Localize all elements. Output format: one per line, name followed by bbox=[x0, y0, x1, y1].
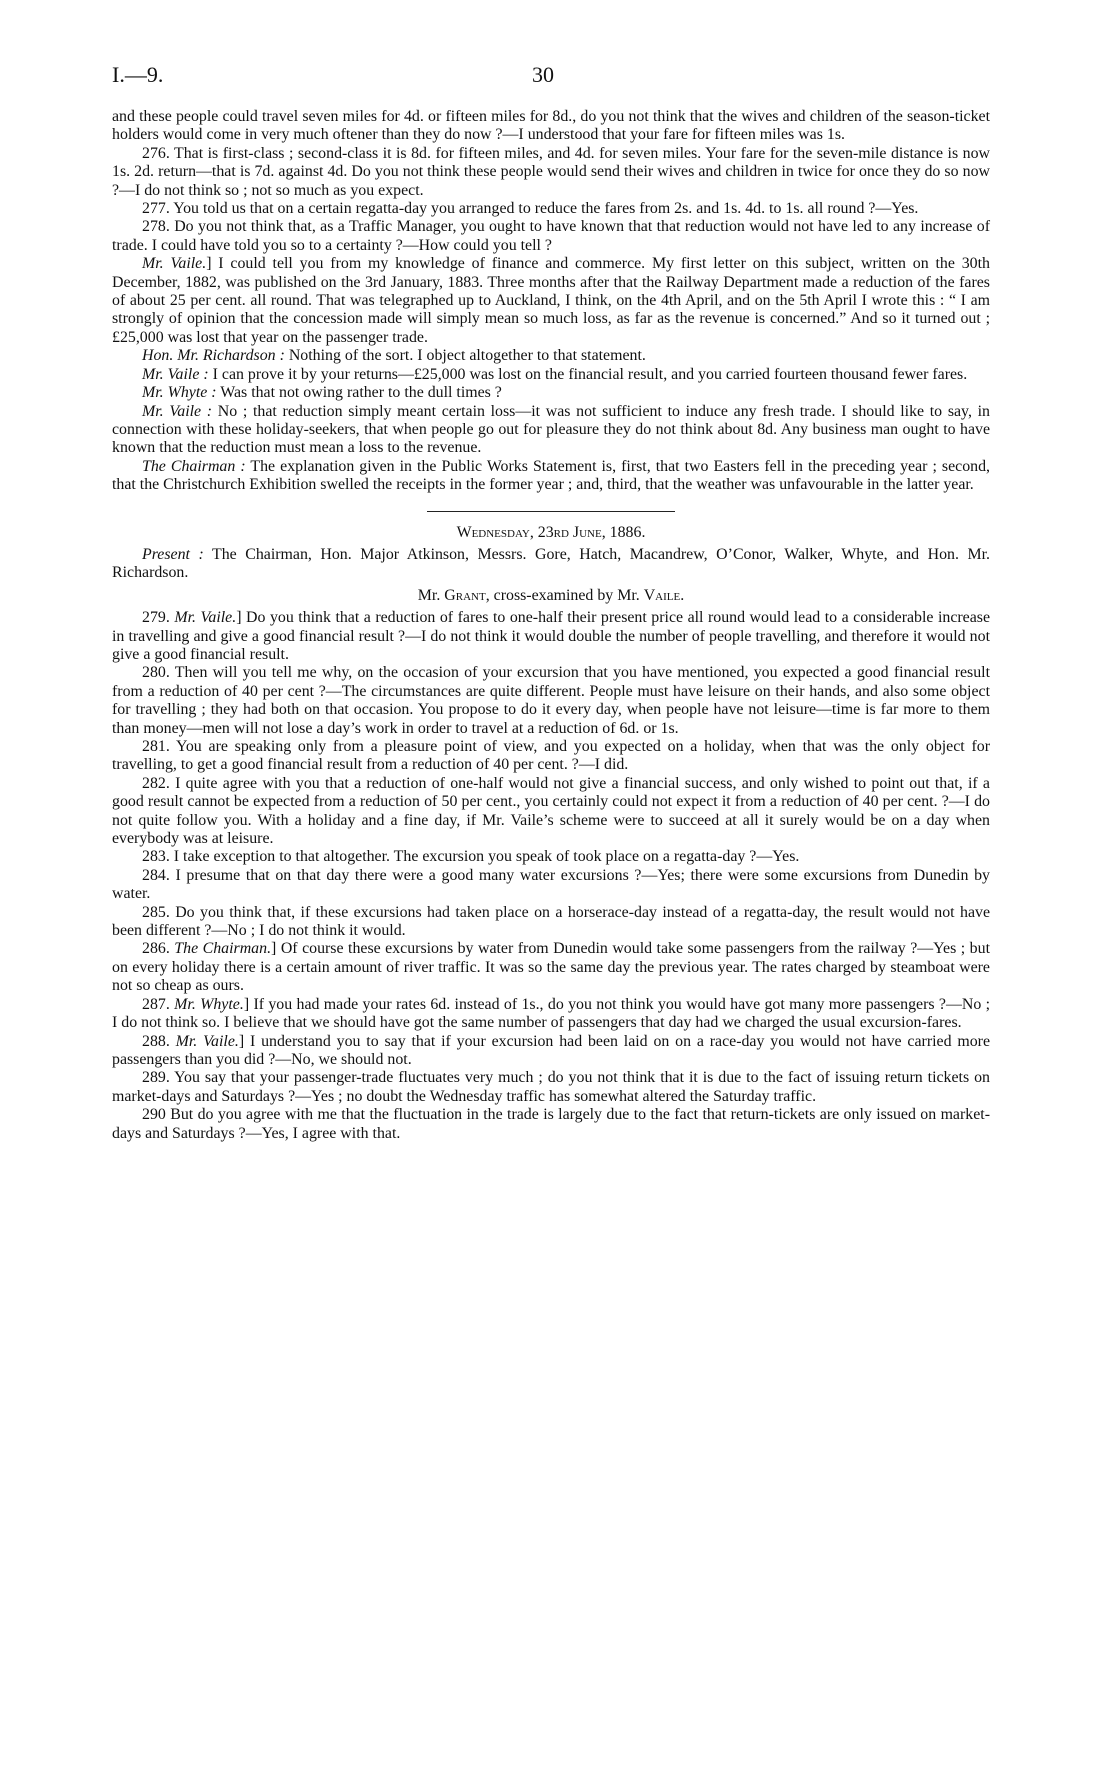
evidence-paragraph: 278. Do you not think that, as a Traffic Manager, you ought to have known that that reduction would not have led to any increase of trade. I could have told you so to a certainty ?—How could you tell ? bbox=[112, 218, 990, 254]
evidence-paragraph: 283. I take exception to that altogether. The excursion you speak of took place on a regatta-day ?—Yes. bbox=[142, 848, 800, 866]
evidence-section-2 bbox=[112, 609, 990, 1143]
evidence-paragraph: 284. I presume that on that day there were a good many water excursions ?—Yes; there were some excursions from Dunedin by water. bbox=[112, 866, 990, 903]
evidence-section-1 bbox=[112, 108, 990, 495]
witness-heading: Mr. Grant, cross-examined by Mr. Vaile. bbox=[417, 586, 685, 604]
evidence-paragraph: Mr. Vaile : I can prove it by your returns—£25,000 was lost on the financial result, and you carried fourteen thousand fewer fares. bbox=[142, 365, 968, 383]
evidence-paragraph: Hon. Mr. Richardson : Nothing of the sort. I object altogether to that statement. bbox=[142, 347, 646, 365]
page-header bbox=[112, 62, 990, 108]
evidence-paragraph: 286. The Chairman.] Of course these excursions by water from Dunedin would take some passengers from the railway ?—Yes ; but on every holiday there is a certain amount of river traffic. It was so the same day the previous year. The rates charged by steamboat were not so cheap as ours. bbox=[112, 940, 990, 995]
evidence-paragraph: Mr. Whyte : Was that not owing rather to the dull times ? bbox=[142, 384, 502, 402]
present-members: Present : The Chairman, Hon. Major Atkinson, Messrs. Gore, Hatch, Macandrew, O’Conor, Walker, Whyte, and Hon. Mr. Richardson. bbox=[112, 545, 990, 582]
section-divider bbox=[427, 511, 675, 512]
evidence-paragraph: 290 But do you agree with me that the fluctuation in the trade is largely due to the fact that return-tickets are only issued on market-days and Saturdays ?—Yes, I agree with that. bbox=[112, 1106, 990, 1142]
evidence-paragraph: 287. Mr. Whyte.] If you had made your rates 6d. instead of 1s., do you not think you would have got many more passengers ?—No ; I do not think so. I believe that we should have got the same number of passengers that day had we charged the usual excursion-fares. bbox=[112, 995, 991, 1032]
evidence-paragraph: The Chairman : The explanation given in the Public Works Statement is, first, that two Easters fell in the preceding year ; second, that the Christchurch Exhibition swelled the receipts in the former year ; and, third, that the weather was unfavourable in the latter year. bbox=[112, 457, 991, 494]
evidence-paragraph: Mr. Vaile : No ; that reduction simply meant certain loss—it was not sufficient to induce any fresh trade. I should like to say, in connection with these holiday-seekers, that when people go out for pleasure they do not think about 8d. Any business man ought to have known that the reduction must mean a loss to the revenue. bbox=[112, 402, 990, 457]
evidence-paragraph: 276. That is first-class ; second-class it is 8d. for fifteen miles, and 4d. for seven miles. Your fare for the seven-mile distance is now 1s. 2d. return—that is 7d. against 4d. Do you not think these people would send their wives and children in twice for once they do so now ?—I do not think so ; not so much as you expect. bbox=[112, 144, 990, 199]
evidence-paragraph: 289. You say that your passenger-trade fluctuates very much ; do you not think that it is due to the fact of issuing return tickets on market-days and Saturdays ?—Yes ; no doubt the Wednesday traffic has somewhat altered the Saturday traffic. bbox=[112, 1069, 990, 1105]
evidence-paragraph: 277. You told us that on a certain regatta-day you arranged to reduce the fares from 2s. and 1s. 4d. to 1s. all round ?—Yes. bbox=[142, 200, 919, 218]
evidence-paragraph: 279. Mr. Vaile.] Do you think that a reduction of fares to one-half their present price all round would lead to a considerable increase in travelling and give a good financial result ?—I do not think it would double the number of people travelling, and therefore it would not give a good financial result. bbox=[112, 609, 991, 663]
body-text bbox=[112, 108, 990, 1143]
date-heading: Wednesday, 23rd June, 1886. bbox=[456, 523, 646, 541]
paper-reference: I.—9. bbox=[112, 62, 164, 87]
evidence-paragraph: and these people could travel seven miles for 4d. or fifteen miles for 8d., do you not think that the wives and children of the season-ticket holders would come in very much oftener than they do now ?—I understood that your fare for fifteen miles was 1s. bbox=[112, 108, 990, 144]
evidence-paragraph: 280. Then will you tell me why, on the occasion of your excursion that you have mentioned, you expected a good financial result from a reduction of 40 per cent ?—The circumstances are quite different. People must have leisure on their hands, and also some object for travelling ; they had both on that occasion. You propose to do it every day, when people have not leisure—time is far more to them than money—men will not lose a day’s work in order to travel at a reduction of 6d. or 1s. bbox=[112, 664, 990, 737]
evidence-paragraph: 281. You are speaking only from a pleasure point of view, and you expected on a holiday, when that was the only object for travelling, to get a good financial result from a reduction of 40 per cent. ?—I did. bbox=[112, 738, 990, 774]
evidence-paragraph: 288. Mr. Vaile.] I understand you to say that if your excursion had been laid on on a race-day you would not have carried more passengers than you did ?—No, we should not. bbox=[112, 1032, 990, 1068]
evidence-paragraph: Mr. Vaile.] I could tell you from my knowledge of finance and commerce. My first letter on this subject, written on the 30th December, 1882, was published on the 3rd January, 1883. Three months after that the Railway Department made a reduction of the fares of about 25 per cent. all round. That was telegraphed up to Auckland, I think, on the 4th April, and on the 5th April I wrote this : “ I am strongly of opinion that the concession made will simply mean so much loss, as far as the revenue is concerned.” And so it turned out ; £25,000 was lost that year on the passenger trade. bbox=[112, 255, 990, 346]
document-page bbox=[112, 62, 990, 1143]
page-number: 30 bbox=[532, 62, 554, 87]
evidence-paragraph: 285. Do you think that, if these excursions had taken place on a horserace-day instead of a regatta-day, the result would not have been different ?—No ; I do not think it would. bbox=[112, 903, 990, 940]
evidence-paragraph: 282. I quite agree with you that a reduction of one-half would not give a financial success, and only wished to point out that, if a good result cannot be expected from a reduction of 50 per cent., you certainly could not expect it from a reduction of 40 per cent. ?—I do not quite follow you. With a holiday and a fine day, if Mr. Vaile’s scheme were to succeed at all it surely would be on a day when everybody was at leisure. bbox=[112, 774, 990, 848]
